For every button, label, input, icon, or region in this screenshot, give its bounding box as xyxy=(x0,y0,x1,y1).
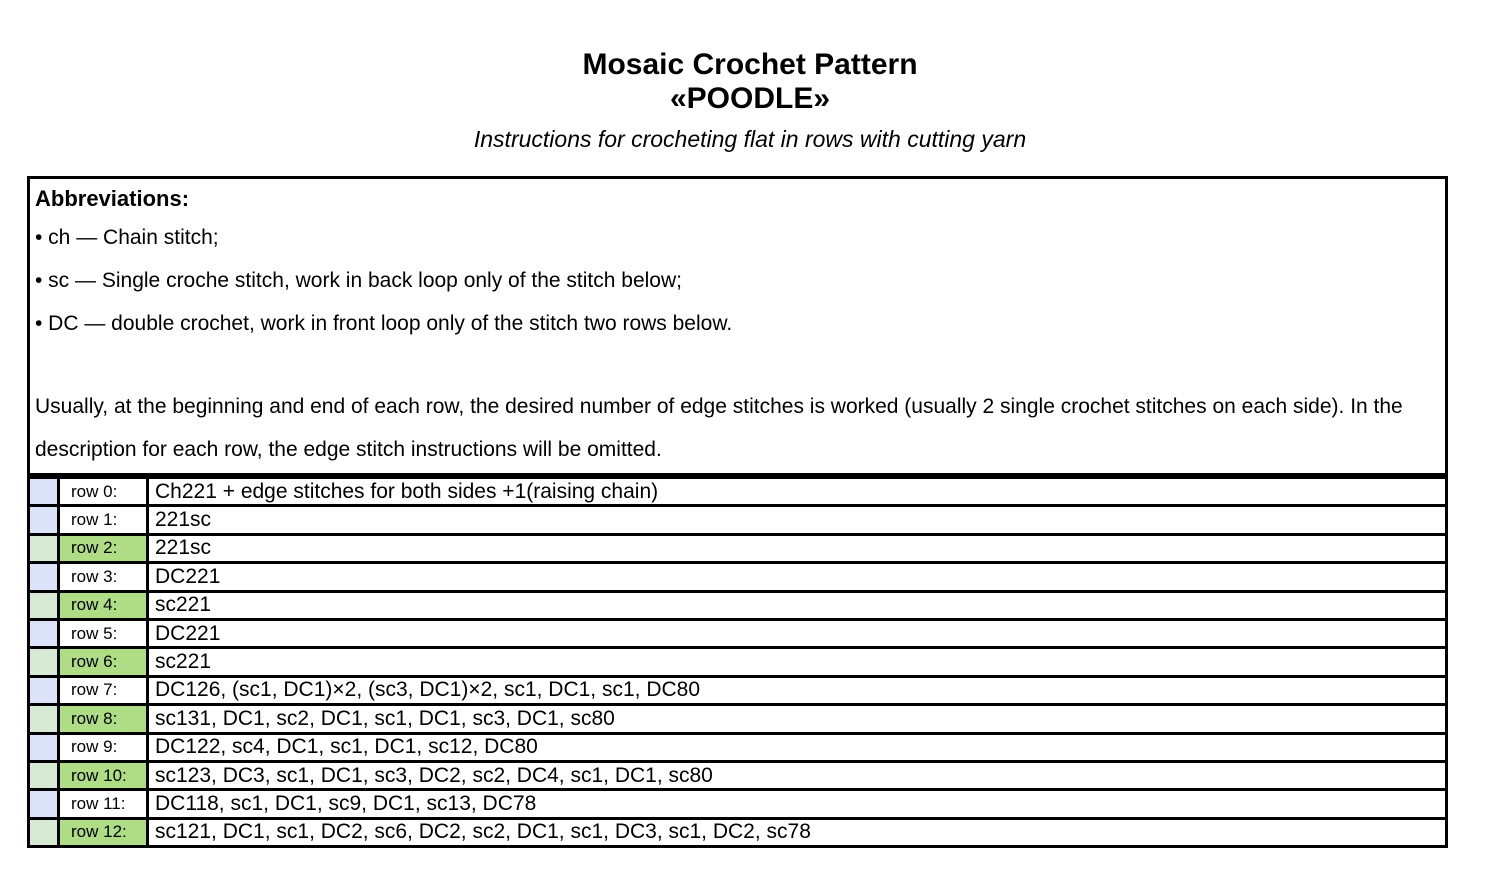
pattern-row xyxy=(29,478,1447,506)
yarn-color-swatch xyxy=(29,563,59,591)
row-label: row 8: xyxy=(59,705,148,733)
abbreviation-dc: • DC — double crochet, work in front loop only of the stitch two rows below. xyxy=(35,312,733,335)
row-instructions: sc131, DC1, sc2, DC1, sc1, DC1, sc3, DC1, sc80 xyxy=(148,705,1447,733)
yarn-color-swatch xyxy=(29,761,59,789)
yarn-color-swatch xyxy=(29,619,59,647)
row-label: row 12: xyxy=(59,818,148,846)
row-label: row 1: xyxy=(59,506,148,534)
row-label: row 4: xyxy=(59,591,148,619)
pattern-row xyxy=(29,818,1447,846)
row-label: row 2: xyxy=(59,534,148,562)
row-instructions: DC221 xyxy=(148,619,1447,647)
row-instructions: DC126, (sc1, DC1)×2, (sc3, DC1)×2, sc1, DC1, sc1, DC80 xyxy=(148,676,1447,704)
pattern-row xyxy=(29,733,1447,761)
row-label: row 10: xyxy=(59,761,148,789)
row-instructions: sc221 xyxy=(148,591,1447,619)
abbreviation-sc: • sc — Single croche stitch, work in back loop only of the stitch below; xyxy=(35,269,682,292)
yarn-color-swatch xyxy=(29,818,59,846)
pattern-row xyxy=(29,676,1447,704)
pattern-name: «POODLE» xyxy=(669,82,831,115)
row-instructions: DC122, sc4, DC1, sc1, DC1, sc12, DC80 xyxy=(148,733,1447,761)
row-instructions: 221sc xyxy=(148,506,1447,534)
yarn-color-swatch xyxy=(29,648,59,676)
pattern-row xyxy=(29,534,1447,562)
yarn-color-swatch xyxy=(29,790,59,818)
abbreviations-box xyxy=(27,176,1448,476)
row-label: row 0: xyxy=(59,478,148,506)
document-header xyxy=(0,48,1500,152)
row-label: row 3: xyxy=(59,563,148,591)
page-subtitle: Instructions for crocheting flat in rows with cutting yarn xyxy=(473,126,1027,152)
row-instructions: sc221 xyxy=(148,648,1447,676)
yarn-color-swatch xyxy=(29,733,59,761)
yarn-color-swatch xyxy=(29,534,59,562)
row-label: row 7: xyxy=(59,676,148,704)
pattern-row xyxy=(29,506,1447,534)
row-instructions: DC118, sc1, DC1, sc9, DC1, sc13, DC78 xyxy=(148,790,1447,818)
yarn-color-swatch xyxy=(29,676,59,704)
pattern-row xyxy=(29,619,1447,647)
row-label: row 6: xyxy=(59,648,148,676)
pattern-row xyxy=(29,563,1447,591)
row-instructions: 221sc xyxy=(148,534,1447,562)
yarn-color-swatch xyxy=(29,591,59,619)
row-instructions: Ch221 + edge stitches for both sides +1(raising chain) xyxy=(148,478,1447,506)
pattern-row xyxy=(29,591,1447,619)
row-label: row 5: xyxy=(59,619,148,647)
row-label: row 11: xyxy=(59,790,148,818)
pattern-row xyxy=(29,705,1447,733)
abbreviation-ch: • ch — Chain stitch; xyxy=(35,226,219,249)
abbreviations-heading: Abbreviations: xyxy=(35,186,190,211)
yarn-color-swatch xyxy=(29,506,59,534)
yarn-color-swatch xyxy=(29,478,59,506)
pattern-row xyxy=(29,761,1447,789)
row-instructions: DC221 xyxy=(148,563,1447,591)
row-label: row 9: xyxy=(59,733,148,761)
row-instructions: sc121, DC1, sc1, DC2, sc6, DC2, sc2, DC1, sc1, DC3, sc1, DC2, sc78 xyxy=(148,818,1447,846)
pattern-rows-table xyxy=(27,476,1448,848)
yarn-color-swatch xyxy=(29,705,59,733)
pattern-row xyxy=(29,648,1447,676)
row-instructions: sc123, DC3, sc1, DC1, sc3, DC2, sc2, DC4, sc1, DC1, sc80 xyxy=(148,761,1447,789)
page-title: Mosaic Crochet Pattern xyxy=(582,48,918,81)
edge-stitches-note: Usually, at the beginning and end of each row, the desired number of edge stitches is worked (usually 2 single crochet stitches on each side). In the description for each row, the edge stitch instructions will be omitted. xyxy=(35,395,1403,461)
pattern-row xyxy=(29,790,1447,818)
